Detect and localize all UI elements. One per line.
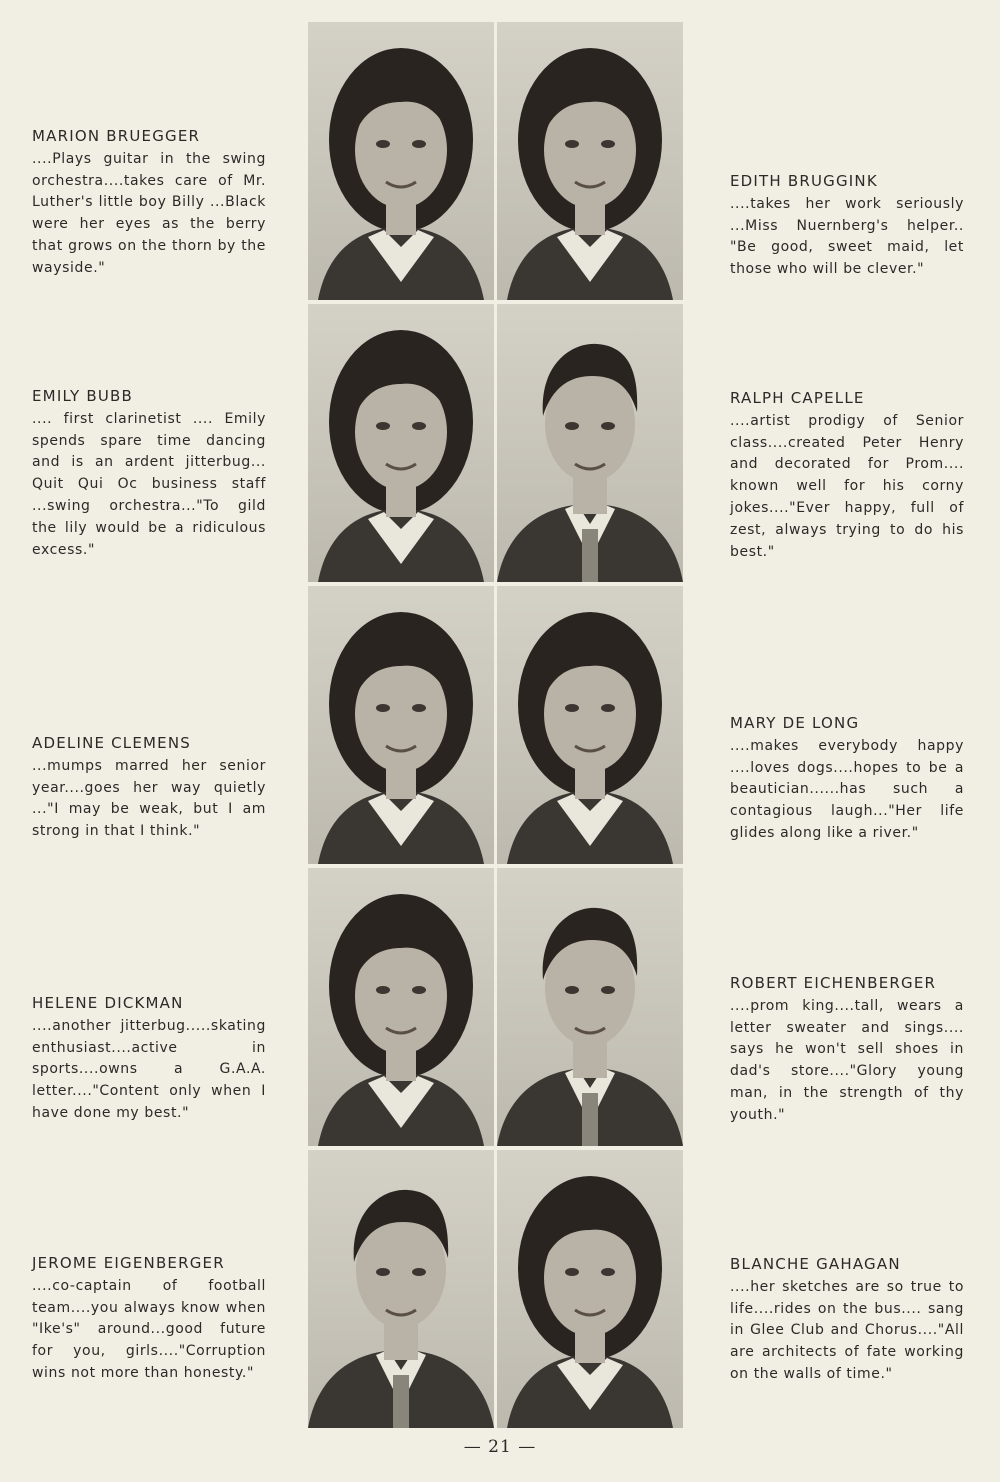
portrait-photo-mary-de-long — [497, 586, 683, 864]
student-name: RALPH CAPELLE — [730, 389, 865, 407]
student-bio: ....Plays guitar in the swing orchestra....takes care of Mr. Luther's little boy Billy ...Black were her eyes as the berry that grows on the thorn by the wayside." — [32, 150, 266, 276]
student-name: HELENE DICKMAN — [32, 994, 184, 1012]
student-name: EMILY BUBB — [32, 387, 133, 405]
boy-portrait-illustration — [308, 1150, 494, 1428]
portrait-photo-emily-bubb — [308, 304, 494, 582]
student-name: EDITH BRUGGINK — [730, 172, 878, 190]
portrait-photo-blanche-gahagan — [497, 1150, 683, 1428]
portrait-photo-edith-bruggink — [497, 22, 683, 300]
girl-portrait-illustration — [497, 1150, 683, 1428]
girl-portrait-illustration — [308, 22, 494, 300]
student-name: MARION BRUEGGER — [32, 127, 201, 145]
student-name: BLANCHE GAHAGAN — [730, 1255, 901, 1273]
student-entry-blanche-gahagan — [730, 1254, 964, 1386]
portrait-photo-adeline-clemens — [308, 586, 494, 864]
student-entry-edith-bruggink — [730, 171, 964, 281]
student-bio: ....co-captain of football team....you always know when "Ike's" around...good future for you, girls...."Corruption wins not more than honesty." — [32, 1277, 266, 1381]
student-entry-mary-de-long — [730, 713, 964, 845]
student-entry-helene-dickman — [32, 993, 266, 1125]
page-number: — 21 — — [463, 1437, 537, 1457]
girl-portrait-illustration — [308, 868, 494, 1146]
girl-portrait-illustration — [308, 304, 494, 582]
student-entry-marion-bruegger — [32, 126, 266, 280]
girl-portrait-illustration — [497, 22, 683, 300]
girl-portrait-illustration — [497, 586, 683, 864]
student-name: ADELINE CLEMENS — [32, 734, 192, 752]
portrait-photo-marion-bruegger — [308, 22, 494, 300]
student-name: JEROME EIGENBERGER — [32, 1254, 225, 1272]
portrait-photo-helene-dickman — [308, 868, 494, 1146]
student-name: ROBERT EICHENBERGER — [730, 974, 937, 992]
student-entry-adeline-clemens — [32, 733, 266, 843]
student-entry-emily-bubb — [32, 386, 266, 561]
boy-portrait-illustration — [497, 868, 683, 1146]
student-bio: ....her sketches are so true to life....rides on the bus.... sang in Glee Club and Chorus...."All are architects of fate working on the walls of time." — [730, 1278, 964, 1382]
girl-portrait-illustration — [308, 586, 494, 864]
student-bio: .... first clarinetist .... Emily spends spare time dancing and is an ardent jitterbug... Quit Qui Oc business staff ...swing orchestra..."To gild the lily would be a ridiculous excess." — [32, 410, 266, 558]
portrait-photo-jerome-eigenberger — [308, 1150, 494, 1428]
student-entry-robert-eichenberger — [730, 973, 964, 1127]
student-bio: ....artist prodigy of Senior class....created Peter Henry and decorated for Prom.... known well for his corny jokes...."Ever happy, full of zest, always trying to do his best." — [730, 412, 964, 560]
student-bio: ...mumps marred her senior year....goes her way quietly ..."I may be weak, but I am strong in that I think." — [32, 757, 266, 840]
student-bio: ....takes her work seriously ...Miss Nuernberg's helper.. "Be good, sweet maid, let those who will be clever." — [730, 195, 964, 278]
student-entry-ralph-capelle — [730, 388, 964, 563]
student-name: MARY DE LONG — [730, 714, 860, 732]
student-entry-jerome-eigenberger — [32, 1253, 266, 1385]
student-bio: ....makes everybody happy ....loves dogs....hopes to be a beautician......has such a contagious laugh..."Her life glides along like a river." — [730, 737, 964, 841]
portrait-photo-robert-eichenberger — [497, 868, 683, 1146]
boy-portrait-illustration — [497, 304, 683, 582]
student-bio: ....prom king....tall, wears a letter sweater and sings.... says he won't sell shoes in dad's store...."Glory young man, in the strength of thy youth." — [730, 997, 964, 1123]
student-bio: ....another jitterbug.....skating enthusiast....active in sports....owns a G.A.A. letter...."Content only when I have done my best." — [32, 1017, 266, 1121]
portrait-photo-ralph-capelle — [497, 304, 683, 582]
